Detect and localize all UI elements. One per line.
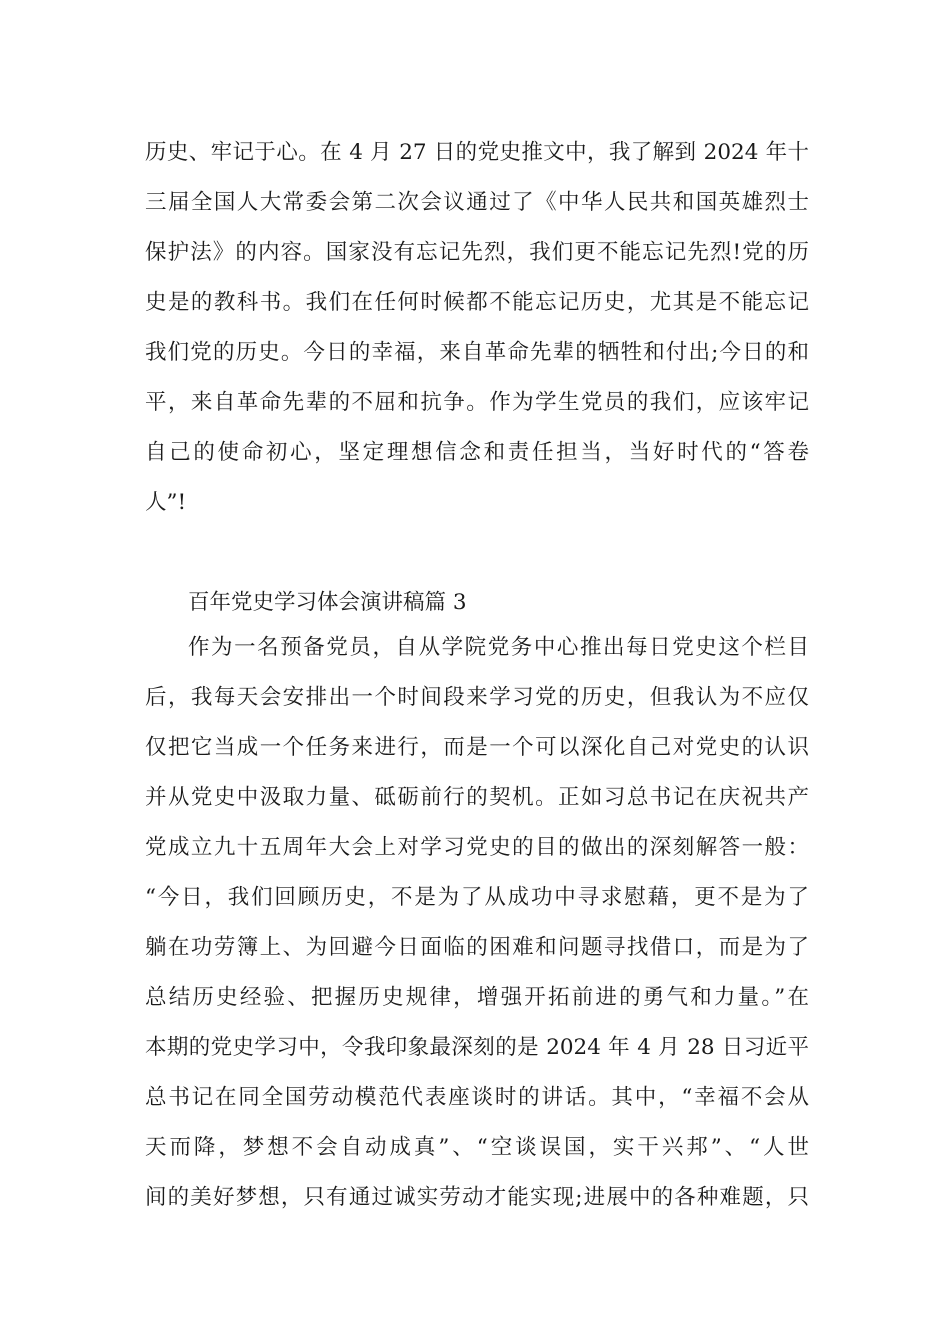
text-line: 党成立九十五周年大会上对学习党史的目的做出的深刻解答一般： (145, 835, 809, 860)
text-line: 天而降，梦想不会自动成真”、“空谈误国，实干兴邦”、“人世 (145, 1135, 809, 1160)
text-line: 总结历史经验、把握历史规律，增强开拓前进的勇气和力量。”在 (145, 985, 809, 1010)
text-line: 历史、牢记于心。在 4 月 27 日的党史推文中，我了解到 2024 年十 (145, 140, 809, 165)
text-line: 我们党的历史。今日的幸福，来自革命先辈的牺牲和付出;今日的和 (145, 340, 809, 365)
text-line: 平，来自革命先辈的不屈和抗争。作为学生党员的我们，应该牢记 (145, 390, 809, 415)
text-line: 间的美好梦想，只有通过诚实劳动才能实现;进展中的各种难题，只 (145, 1185, 809, 1210)
text-line: 后，我每天会安排出一个时间段来学习党的历史，但我认为不应仅 (145, 685, 809, 710)
text-line: 史是的教科书。我们在任何时候都不能忘记历史，尤其是不能忘记 (145, 290, 809, 315)
text-line: 并从党史中汲取力量、砥砺前行的契机。正如习总书记在庆祝共产 (145, 785, 809, 810)
text-line: 自己的使命初心，坚定理想信念和责任担当，当好时代的“答卷 (145, 440, 809, 465)
text-line: 躺在功劳簿上、为回避今日面临的困难和问题寻找借口，而是为了 (145, 935, 809, 960)
text-line: 总书记在同全国劳动模范代表座谈时的讲话。其中，“幸福不会从 (145, 1085, 809, 1110)
text-line: 三届全国人大常委会第二次会议通过了《中华人民共和国英雄烈士 (145, 190, 809, 215)
text-line: 本期的党史学习中，令我印象最深刻的是 2024 年 4 月 28 日习近平 (145, 1035, 809, 1060)
text-line: 作为一名预备党员，自从学院党务中心推出每日党史这个栏目 (188, 635, 809, 660)
section-title: 百年党史学习体会演讲稿篇 3 (188, 590, 467, 615)
text-line: 仅把它当成一个任务来进行，而是一个可以深化自己对党史的认识 (145, 735, 809, 760)
text-line: 保护法》的内容。国家没有忘记先烈，我们更不能忘记先烈!党的历 (145, 240, 809, 265)
text-line: 人”! (145, 490, 187, 515)
text-line: “今日，我们回顾历史，不是为了从成功中寻求慰藉，更不是为了 (145, 885, 809, 910)
